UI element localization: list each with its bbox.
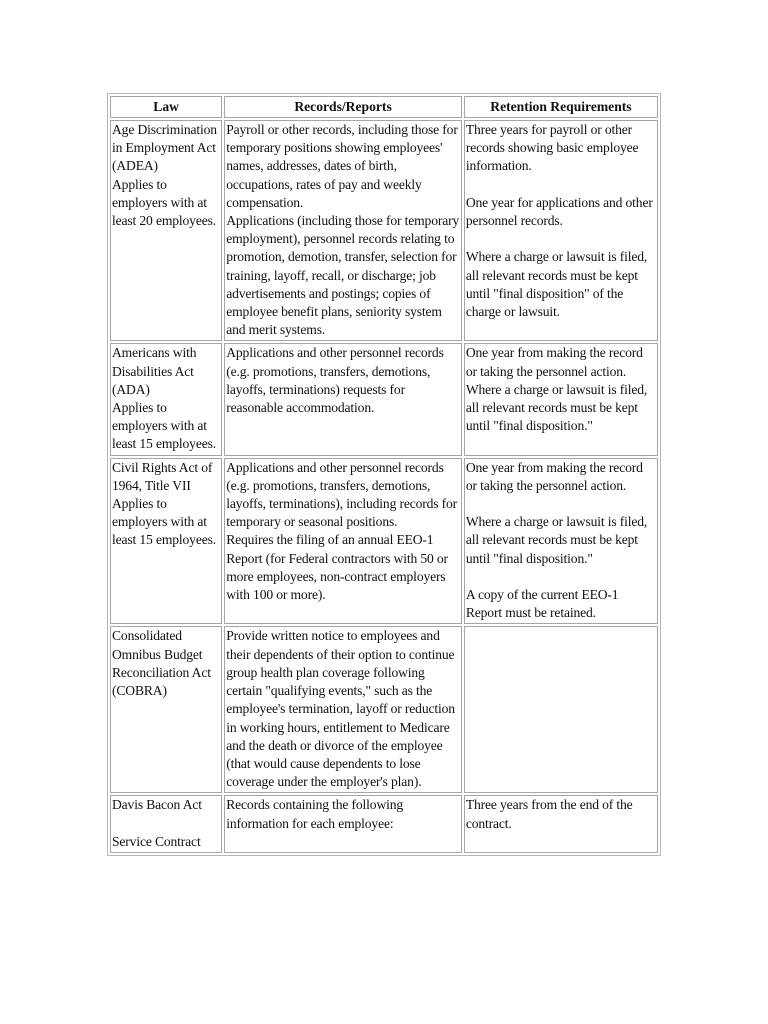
table-row-title-vii (110, 458, 658, 625)
cell-law: Americans with Disabilities Act (ADA) Applies to employers with at least 15 employees. (110, 343, 222, 455)
cell-retention: One year from making the record or taking the personnel action. Where a charge or lawsuit is filed, all relevant records must be kept until "final disposition." (464, 343, 658, 455)
table-row-adea (110, 120, 658, 341)
cell-law: Age Discrimination in Employment Act (ADEA) Applies to employers with at least 20 employees. (110, 120, 222, 341)
header-records: Records/Reports (224, 96, 462, 118)
header-law: Law (110, 96, 222, 118)
cell-retention (464, 626, 658, 793)
table-header-row (110, 96, 658, 118)
cell-law: Davis Bacon Act Service Contract (110, 795, 222, 853)
cell-law: Civil Rights Act of 1964, Title VII Applies to employers with at least 15 employees. (110, 458, 222, 625)
cell-retention: One year from making the record or taking the personnel action. Where a charge or lawsuit is filed, all relevant records must be kept until "final disposition." A copy of the current EEO-1 Report must be retained. (464, 458, 658, 625)
table-row-davis-bacon (110, 795, 658, 853)
cell-records: Records containing the following information for each employee: (224, 795, 462, 853)
cell-records: Provide written notice to employees and their dependents of their option to continue group health plan coverage following certain "qualifying events," such as the employee's termination, layoff or reduction in working hours, entitlement to Medicare and the death or divorce of the employee (that would cause dependents to lose coverage under the employer's plan). (224, 626, 462, 793)
cell-law: Consolidated Omnibus Budget Reconciliation Act (COBRA) (110, 626, 222, 793)
cell-records: Applications and other personnel records (e.g. promotions, transfers, demotions, layoffs, terminations), including records for temporary or seasonal positions. Requires the filing of an annual EEO-1 Report (for Federal contractors with 50 or more employees, non-contract employers with 100 or more). (224, 458, 462, 625)
cell-records: Payroll or other records, including those for temporary positions showing employees' names, addresses, dates of birth, occupations, rates of pay and weekly compensation. Applications (including those for temporary employment), personnel records relating to promotion, demotion, transfer, selection for training, layoff, recall, or discharge; job advertisements and postings; copies of employee benefit plans, seniority system and merit systems. (224, 120, 462, 341)
cell-retention: Three years from the end of the contract. (464, 795, 658, 853)
cell-records: Applications and other personnel records (e.g. promotions, transfers, demotions, layoffs, terminations) requests for reasonable accommodation. (224, 343, 462, 455)
header-retention: Retention Requirements (464, 96, 658, 118)
cell-retention: Three years for payroll or other records showing basic employee information. One year for applications and other personnel records. Where a charge or lawsuit is filed, all relevant records must be kept until "final disposition" of the charge or lawsuit. (464, 120, 658, 341)
table-row-cobra (110, 626, 658, 793)
records-retention-table (107, 93, 661, 856)
table-row-ada (110, 343, 658, 455)
